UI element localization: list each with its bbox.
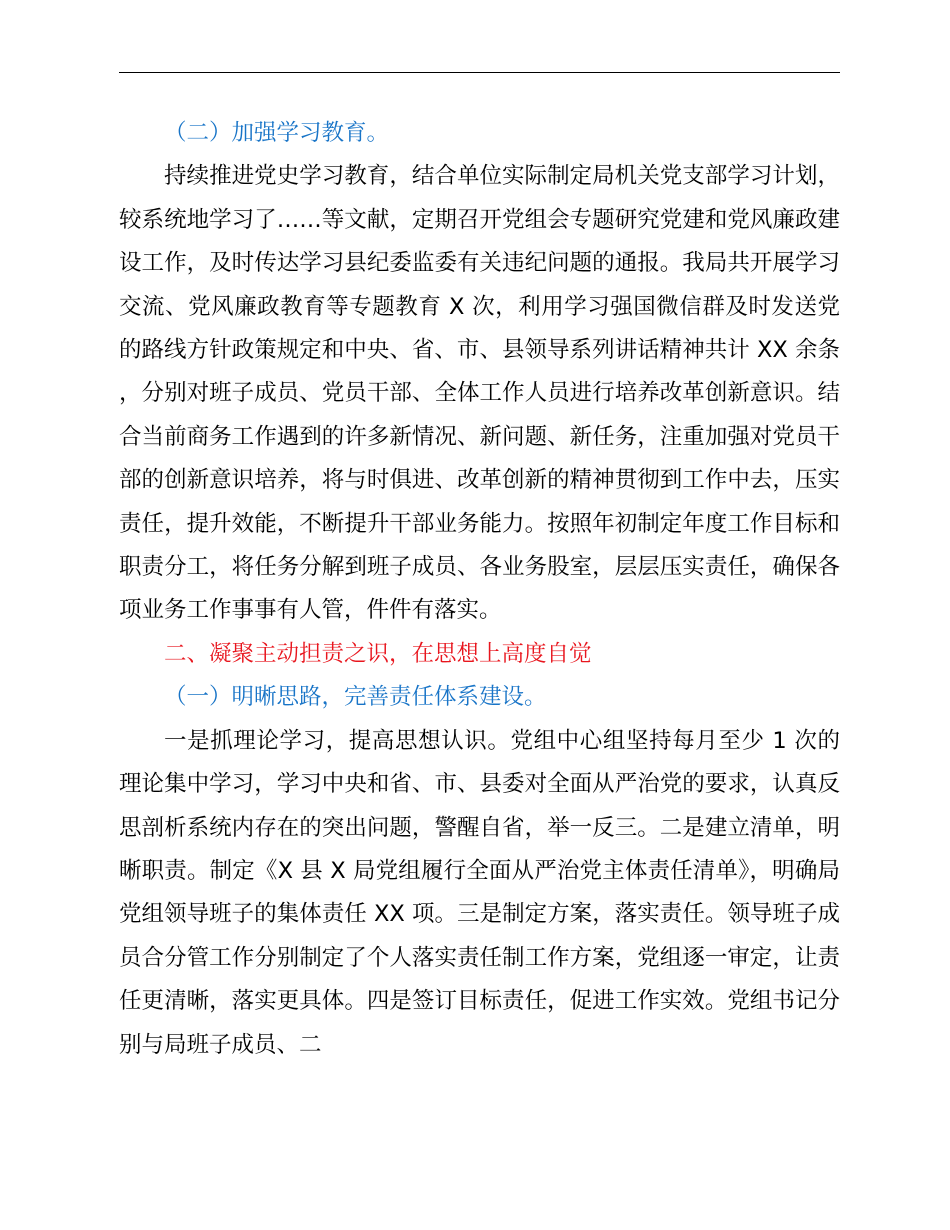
subheading-clarify-thinking: （一）明晰思路，完善责任体系建设。 xyxy=(164,684,547,711)
header-rule xyxy=(119,72,840,73)
subheading-strengthen-study: （二）加强学习教育。 xyxy=(164,120,390,146)
heading-section-two: 二、凝聚主动担责之识，在思想上高度自觉 xyxy=(164,640,592,667)
paragraph-responsibility-system: 一是抓理论学习，提高思想认识。党组中心组坚持每月至少 1 次的理论集中学习，学习中央和省、市、县委对全面从严治党的要求，认真反思剖析系统内存在的突出问题，警醒自省，举一反三。二是建立清单，明晰职责。制定《X 县 X 局党组履行全面从严治党主体责任清单》，明确局党组领导班子的集体责任 XX 项。三是制定方案，落实责任。领导班子成员合分管工作分别制定了个人落实责任制工作方案，党组逐一审定，让责任更清晰，落实更具体。四是签订目标责任，促进工作实效。党组书记分别与局班子成员、二 xyxy=(119,727,840,1058)
paragraph-study-education: 持续推进党史学习教育，结合单位实际制定局机关党支部学习计划，较系统地学习了……等文献，定期召开党组会专题研究党建和党风廉政建设工作，及时传达学习县纪委监委有关违纪问题的通报。我局共开展学习交流、党风廉政教育等专题教育 X 次，利用学习强国微信群及时发送党的路线方针政策规定和中央、省、市、县领导系列讲话精神共计 XX 余条，分别对班子成员、党员干部、全体工作人员进行培养改革创新意识。结合当前商务工作遇到的许多新情况、新问题、新任务，注重加强对党员干部的创新意识培养，将与时俱进、改革创新的精神贯彻到工作中去，压实责任，提升效能，不断提升干部业务能力。按照年初制定年度工作目标和职责分工，将任务分解到班子成员、各业务股室，层层压实责任，确保各项业务工作事事有人管，件件有落实。 xyxy=(119,163,840,624)
document-body xyxy=(119,112,840,1067)
